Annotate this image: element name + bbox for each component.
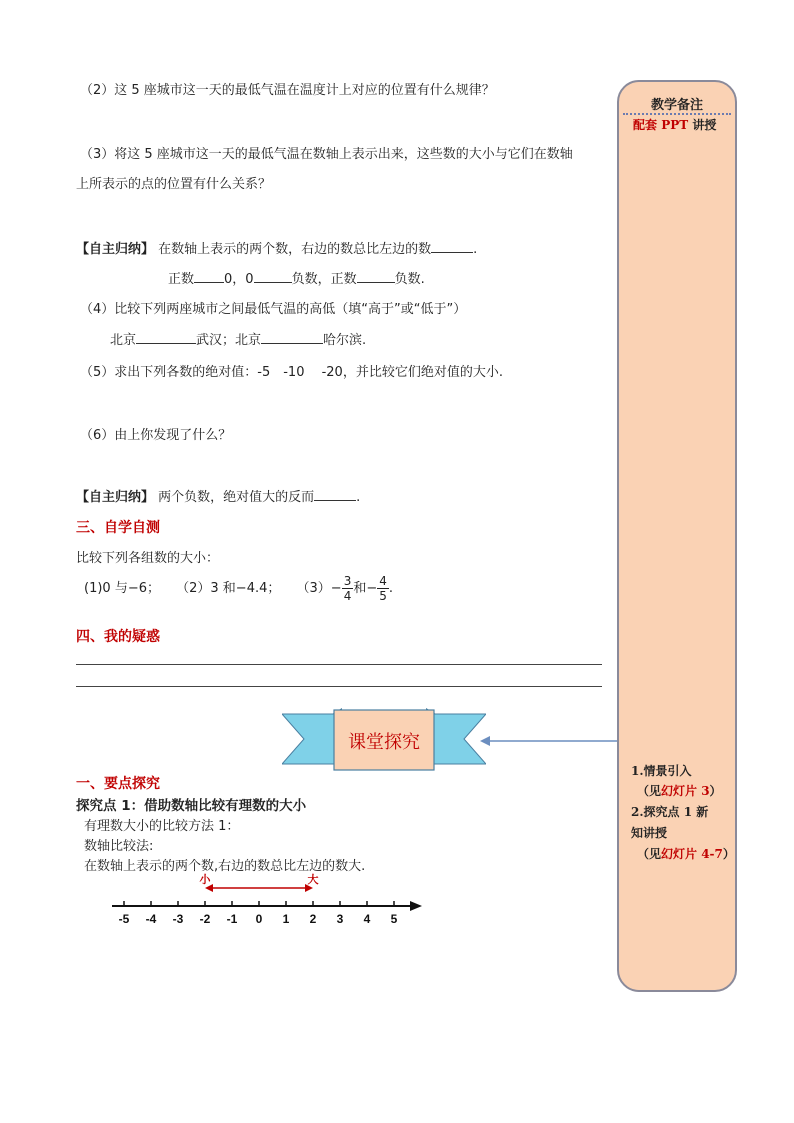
tick-label: 5 — [390, 912, 398, 926]
pointer-arrow — [478, 734, 620, 748]
note-line[interactable] — [76, 686, 602, 687]
summary-1: 【自主归纳】 在数轴上表示的两个数，右边的数总比左边的数 . — [76, 242, 478, 257]
part-1-title: 一、要点探究 — [76, 776, 160, 792]
section-3-title: 三、自学自测 — [76, 520, 160, 536]
note-2-ref: （见幻灯片 4-7） — [637, 847, 735, 861]
class-explore-banner — [282, 708, 486, 774]
answer-blank[interactable] — [314, 488, 356, 501]
tick-label: -2 — [199, 912, 211, 926]
self-test-items: (1)0 与−6； （2）3 和−4.4； （3）− $\frac{3}{4}$ 和− $\frac{4}{5}$ . — [84, 574, 394, 603]
note-1-ref: （见幻灯片 3） — [637, 784, 722, 798]
divider — [623, 113, 731, 115]
ppt-note: 配套 PPT 讲授 — [633, 118, 717, 132]
note-2-cont: 知讲授 — [631, 826, 668, 840]
question-5: （5）求出下列各数的绝对值：-5 -10 -20，并比较它们绝对值的大小. — [80, 365, 503, 380]
self-test-intro: 比较下列各组数的大小： — [76, 551, 220, 566]
method-line-3: 在数轴上表示的两个数,右边的数总比左边的数大. — [84, 859, 366, 874]
note-line[interactable] — [76, 664, 602, 665]
axis-arrowhead — [410, 901, 422, 911]
summary-1-text: 在数轴上表示的两个数，右边的数总比左边的数 — [158, 242, 432, 257]
question-3-line2: 上所表示的点的位置有什么关系？ — [76, 177, 272, 192]
big-label: 大 — [307, 873, 319, 886]
number-line — [104, 872, 428, 928]
answer-blank[interactable] — [136, 331, 196, 344]
banner-text: 课堂探究 — [348, 732, 420, 753]
tick-label: 4 — [363, 912, 371, 926]
method-line-2: 数轴比较法: — [84, 839, 154, 854]
summary-1-tag: 【自主归纳】 — [76, 242, 155, 257]
question-3-line1: （3）将这 5 座城市这一天的最低气温在数轴上表示出来，这些数的大小与它们在数轴 — [80, 147, 573, 162]
summary-2: 【自主归纳】 两个负数，绝对值大的反而 . — [76, 490, 361, 505]
tick-label: -4 — [145, 912, 157, 926]
teaching-notes-title: 教学备注 — [650, 98, 703, 113]
note-1: 1.情景引入 — [631, 764, 692, 778]
tick-label: -1 — [226, 912, 238, 926]
answer-blank[interactable] — [254, 270, 292, 283]
summary-1-line2: 正数 0，0 负数，正数 负数. — [168, 272, 425, 287]
small-label: 小 — [199, 873, 211, 886]
answer-blank[interactable] — [357, 270, 395, 283]
tick-label: 3 — [336, 912, 344, 926]
answer-blank[interactable] — [261, 331, 323, 344]
summary-2-tag: 【自主归纳】 — [76, 490, 155, 505]
answer-blank[interactable] — [194, 270, 224, 283]
tick-label: 2 — [309, 912, 317, 926]
question-2: （2）这 5 座城市这一天的最低气温在温度计上对应的位置有什么规律？ — [80, 83, 495, 98]
tick-label: 1 — [282, 912, 290, 926]
teaching-notes-panel — [617, 80, 737, 992]
question-4: （4）比较下列两座城市之间最低气温的高低（填“高于”或“低于”） — [80, 302, 467, 317]
fraction-3-4: $\frac{3}{4}$ — [343, 574, 352, 603]
question-6: （6）由上你发现了什么？ — [80, 428, 232, 443]
fraction-4-5: $\frac{4}{5}$ — [379, 574, 387, 603]
explore-1-title: 探究点 1：借助数轴比较有理数的大小 — [76, 798, 307, 814]
method-line-1: 有理数大小的比较方法 1： — [84, 819, 240, 834]
tick-label: 0 — [255, 912, 263, 926]
answer-blank[interactable] — [431, 240, 473, 253]
tick-label: -3 — [172, 912, 184, 926]
question-4-line2: 北京 武汉；北京 哈尔滨. — [110, 333, 367, 348]
tick-label: -5 — [118, 912, 130, 926]
note-2: 2.探究点 1 新 — [631, 805, 709, 819]
section-4-title: 四、我的疑惑 — [76, 629, 160, 645]
